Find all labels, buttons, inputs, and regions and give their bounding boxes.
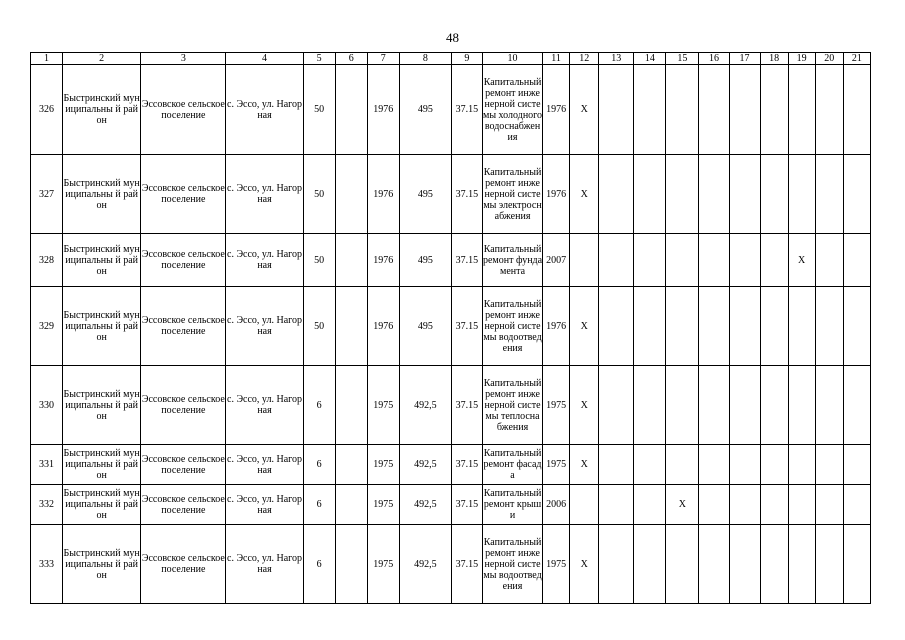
row-number-cell: 326: [31, 65, 63, 155]
address-cell: с. Эссо, ул. Нагорная: [226, 366, 303, 445]
work-type-cell: Капитальный ремонт инженерной системы холодного водоснабжения: [482, 65, 542, 155]
col9-cell: 37.15: [451, 525, 482, 604]
col5-cell: 6: [303, 445, 335, 485]
mark-cell-col17: [729, 485, 760, 525]
mark-cell-col15: Х: [666, 485, 699, 525]
column-number-cell: 12: [570, 53, 599, 65]
col6-cell: [335, 234, 367, 287]
col5-cell: 50: [303, 65, 335, 155]
mark-cell-col16: [699, 485, 729, 525]
row-number-cell: 328: [31, 234, 63, 287]
col11-cell: 1975: [543, 525, 570, 604]
table-row: [31, 287, 871, 366]
mark-cell-col14: [634, 65, 666, 155]
mark-cell-col15: [666, 366, 699, 445]
table-row: [31, 366, 871, 445]
settlement-cell: Эссовское сельское поселение: [141, 366, 226, 445]
district-cell: Быстринский муниципальны й район: [63, 65, 141, 155]
mark-cell-col15: [666, 234, 699, 287]
mark-cell-col20: [815, 525, 843, 604]
col11-cell: 1976: [543, 65, 570, 155]
mark-cell-col18: [760, 525, 788, 604]
table-row: [31, 155, 871, 234]
col8-cell: 495: [399, 65, 451, 155]
address-cell: с. Эссо, ул. Нагорная: [226, 234, 303, 287]
settlement-cell: Эссовское сельское поселение: [141, 234, 226, 287]
mark-cell-col21: [843, 525, 870, 604]
mark-cell-col16: [699, 155, 729, 234]
column-number-cell: 21: [843, 53, 870, 65]
mark-cell-col16: [699, 366, 729, 445]
col5-cell: 6: [303, 366, 335, 445]
mark-cell-col14: [634, 445, 666, 485]
settlement-cell: Эссовское сельское поселение: [141, 287, 226, 366]
col5-cell: 50: [303, 155, 335, 234]
mark-cell-col21: [843, 155, 870, 234]
mark-cell-col19: [788, 65, 815, 155]
column-number-cell: 19: [788, 53, 815, 65]
column-number-cell: 6: [335, 53, 367, 65]
mark-cell-col21: [843, 65, 870, 155]
district-cell: Быстринский муниципальны й район: [63, 485, 141, 525]
column-number-cell: 14: [634, 53, 666, 65]
mark-cell-col15: [666, 155, 699, 234]
mark-cell-col19: [788, 287, 815, 366]
column-number-cell: 1: [31, 53, 63, 65]
mark-cell-col16: [699, 234, 729, 287]
col9-cell: 37.15: [451, 234, 482, 287]
mark-cell-col17: [729, 65, 760, 155]
settlement-cell: Эссовское сельское поселение: [141, 445, 226, 485]
column-number-cell: 9: [451, 53, 482, 65]
mark-cell-col19: [788, 525, 815, 604]
table-row: [31, 445, 871, 485]
col6-cell: [335, 155, 367, 234]
work-type-cell: Капитальный ремонт фундамента: [482, 234, 542, 287]
mark-cell-col20: [815, 287, 843, 366]
mark-cell-col19: Х: [788, 234, 815, 287]
column-number-cell: 17: [729, 53, 760, 65]
row-number-cell: 330: [31, 366, 63, 445]
col11-cell: 1976: [543, 287, 570, 366]
column-number-cell: 4: [226, 53, 303, 65]
col5-cell: 50: [303, 287, 335, 366]
mark-cell-col20: [815, 234, 843, 287]
col6-cell: [335, 287, 367, 366]
mark-cell-col15: [666, 445, 699, 485]
work-type-cell: Капитальный ремонт крыши: [482, 485, 542, 525]
col6-cell: [335, 485, 367, 525]
column-number-cell: 3: [141, 53, 226, 65]
mark-cell-col16: [699, 65, 729, 155]
mark-cell-col20: [815, 65, 843, 155]
mark-cell-col18: [760, 366, 788, 445]
mark-cell-col13: [599, 366, 634, 445]
mark-cell-col12: Х: [570, 525, 599, 604]
mark-cell-col17: [729, 366, 760, 445]
mark-cell-col14: [634, 155, 666, 234]
mark-cell-col12: Х: [570, 65, 599, 155]
table-body: [31, 65, 871, 604]
mark-cell-col13: [599, 485, 634, 525]
district-cell: Быстринский муниципальны й район: [63, 366, 141, 445]
mark-cell-col18: [760, 155, 788, 234]
mark-cell-col16: [699, 445, 729, 485]
column-number-cell: 15: [666, 53, 699, 65]
mark-cell-col17: [729, 445, 760, 485]
mark-cell-col12: [570, 485, 599, 525]
col8-cell: 492,5: [399, 445, 451, 485]
mark-cell-col14: [634, 525, 666, 604]
col8-cell: 495: [399, 234, 451, 287]
row-number-cell: 331: [31, 445, 63, 485]
mark-cell-col20: [815, 445, 843, 485]
district-cell: Быстринский муниципальны й район: [63, 287, 141, 366]
mark-cell-col14: [634, 234, 666, 287]
mark-cell-col13: [599, 525, 634, 604]
col11-cell: 1975: [543, 366, 570, 445]
district-cell: Быстринский муниципальны й район: [63, 234, 141, 287]
column-number-cell: 8: [399, 53, 451, 65]
mark-cell-col19: [788, 155, 815, 234]
col11-cell: 1975: [543, 445, 570, 485]
row-number-cell: 329: [31, 287, 63, 366]
address-cell: с. Эссо, ул. Нагорная: [226, 65, 303, 155]
col5-cell: 6: [303, 525, 335, 604]
col5-cell: 6: [303, 485, 335, 525]
mark-cell-col12: Х: [570, 155, 599, 234]
mark-cell-col12: Х: [570, 366, 599, 445]
mark-cell-col20: [815, 366, 843, 445]
settlement-cell: Эссовское сельское поселение: [141, 525, 226, 604]
settlement-cell: Эссовское сельское поселение: [141, 65, 226, 155]
mark-cell-col15: [666, 65, 699, 155]
col8-cell: 492,5: [399, 485, 451, 525]
table-row: [31, 234, 871, 287]
col9-cell: 37.15: [451, 445, 482, 485]
work-type-cell: Капитальный ремонт инженерной системы электроснабжения: [482, 155, 542, 234]
mark-cell-col17: [729, 155, 760, 234]
column-number-cell: 16: [699, 53, 729, 65]
table-row: [31, 525, 871, 604]
work-type-cell: Капитальный ремонт инженерной системы теплоснабжения: [482, 366, 542, 445]
col6-cell: [335, 525, 367, 604]
mark-cell-col21: [843, 234, 870, 287]
mark-cell-col21: [843, 445, 870, 485]
mark-cell-col13: [599, 287, 634, 366]
col11-cell: 2006: [543, 485, 570, 525]
column-number-cell: 5: [303, 53, 335, 65]
address-cell: с. Эссо, ул. Нагорная: [226, 155, 303, 234]
year-cell: 1976: [367, 234, 399, 287]
mark-cell-col13: [599, 65, 634, 155]
column-number-cell: 20: [815, 53, 843, 65]
col9-cell: 37.15: [451, 366, 482, 445]
col8-cell: 492,5: [399, 525, 451, 604]
mark-cell-col15: [666, 287, 699, 366]
mark-cell-col21: [843, 485, 870, 525]
row-number-cell: 333: [31, 525, 63, 604]
year-cell: 1975: [367, 366, 399, 445]
page-number: 48: [446, 30, 459, 45]
table-row: [31, 485, 871, 525]
district-cell: Быстринский муниципальны й район: [63, 445, 141, 485]
column-number-cell: 10: [482, 53, 542, 65]
work-type-cell: Капитальный ремонт инженерной системы водоотведения: [482, 287, 542, 366]
col6-cell: [335, 65, 367, 155]
mark-cell-col17: [729, 234, 760, 287]
col8-cell: 495: [399, 287, 451, 366]
col9-cell: 37.15: [451, 65, 482, 155]
col9-cell: 37.15: [451, 155, 482, 234]
column-number-row: [31, 53, 871, 65]
mark-cell-col21: [843, 287, 870, 366]
year-cell: 1975: [367, 445, 399, 485]
col11-cell: 2007: [543, 234, 570, 287]
mark-cell-col15: [666, 525, 699, 604]
mark-cell-col16: [699, 287, 729, 366]
mark-cell-col19: [788, 485, 815, 525]
mark-cell-col14: [634, 485, 666, 525]
row-number-cell: 327: [31, 155, 63, 234]
address-cell: с. Эссо, ул. Нагорная: [226, 287, 303, 366]
mark-cell-col18: [760, 445, 788, 485]
address-cell: с. Эссо, ул. Нагорная: [226, 445, 303, 485]
mark-cell-col14: [634, 366, 666, 445]
mark-cell-col20: [815, 155, 843, 234]
mark-cell-col18: [760, 485, 788, 525]
col8-cell: 495: [399, 155, 451, 234]
col11-cell: 1976: [543, 155, 570, 234]
table-row: [31, 65, 871, 155]
district-cell: Быстринский муниципальны й район: [63, 525, 141, 604]
year-cell: 1976: [367, 287, 399, 366]
settlement-cell: Эссовское сельское поселение: [141, 485, 226, 525]
col9-cell: 37.15: [451, 485, 482, 525]
year-cell: 1975: [367, 485, 399, 525]
mark-cell-col19: [788, 366, 815, 445]
column-number-cell: 7: [367, 53, 399, 65]
mark-cell-col13: [599, 234, 634, 287]
mark-cell-col16: [699, 525, 729, 604]
mark-cell-col12: Х: [570, 287, 599, 366]
mark-cell-col21: [843, 366, 870, 445]
mark-cell-col12: [570, 234, 599, 287]
column-number-cell: 11: [543, 53, 570, 65]
col6-cell: [335, 445, 367, 485]
mark-cell-col20: [815, 485, 843, 525]
mark-cell-col18: [760, 287, 788, 366]
address-cell: с. Эссо, ул. Нагорная: [226, 525, 303, 604]
settlement-cell: Эссовское сельское поселение: [141, 155, 226, 234]
mark-cell-col13: [599, 445, 634, 485]
mark-cell-col19: [788, 445, 815, 485]
mark-cell-col12: Х: [570, 445, 599, 485]
row-number-cell: 332: [31, 485, 63, 525]
column-number-cell: 18: [760, 53, 788, 65]
address-cell: с. Эссо, ул. Нагорная: [226, 485, 303, 525]
mark-cell-col14: [634, 287, 666, 366]
col6-cell: [335, 366, 367, 445]
col9-cell: 37.15: [451, 287, 482, 366]
mark-cell-col13: [599, 155, 634, 234]
column-number-cell: 13: [599, 53, 634, 65]
mark-cell-col18: [760, 234, 788, 287]
year-cell: 1975: [367, 525, 399, 604]
year-cell: 1976: [367, 155, 399, 234]
register-table: [30, 52, 871, 604]
mark-cell-col17: [729, 287, 760, 366]
mark-cell-col17: [729, 525, 760, 604]
column-number-cell: 2: [63, 53, 141, 65]
col8-cell: 492,5: [399, 366, 451, 445]
mark-cell-col18: [760, 65, 788, 155]
work-type-cell: Капитальный ремонт инженерной системы водоотведения: [482, 525, 542, 604]
col5-cell: 50: [303, 234, 335, 287]
district-cell: Быстринский муниципальны й район: [63, 155, 141, 234]
work-type-cell: Капитальный ремонт фасада: [482, 445, 542, 485]
year-cell: 1976: [367, 65, 399, 155]
